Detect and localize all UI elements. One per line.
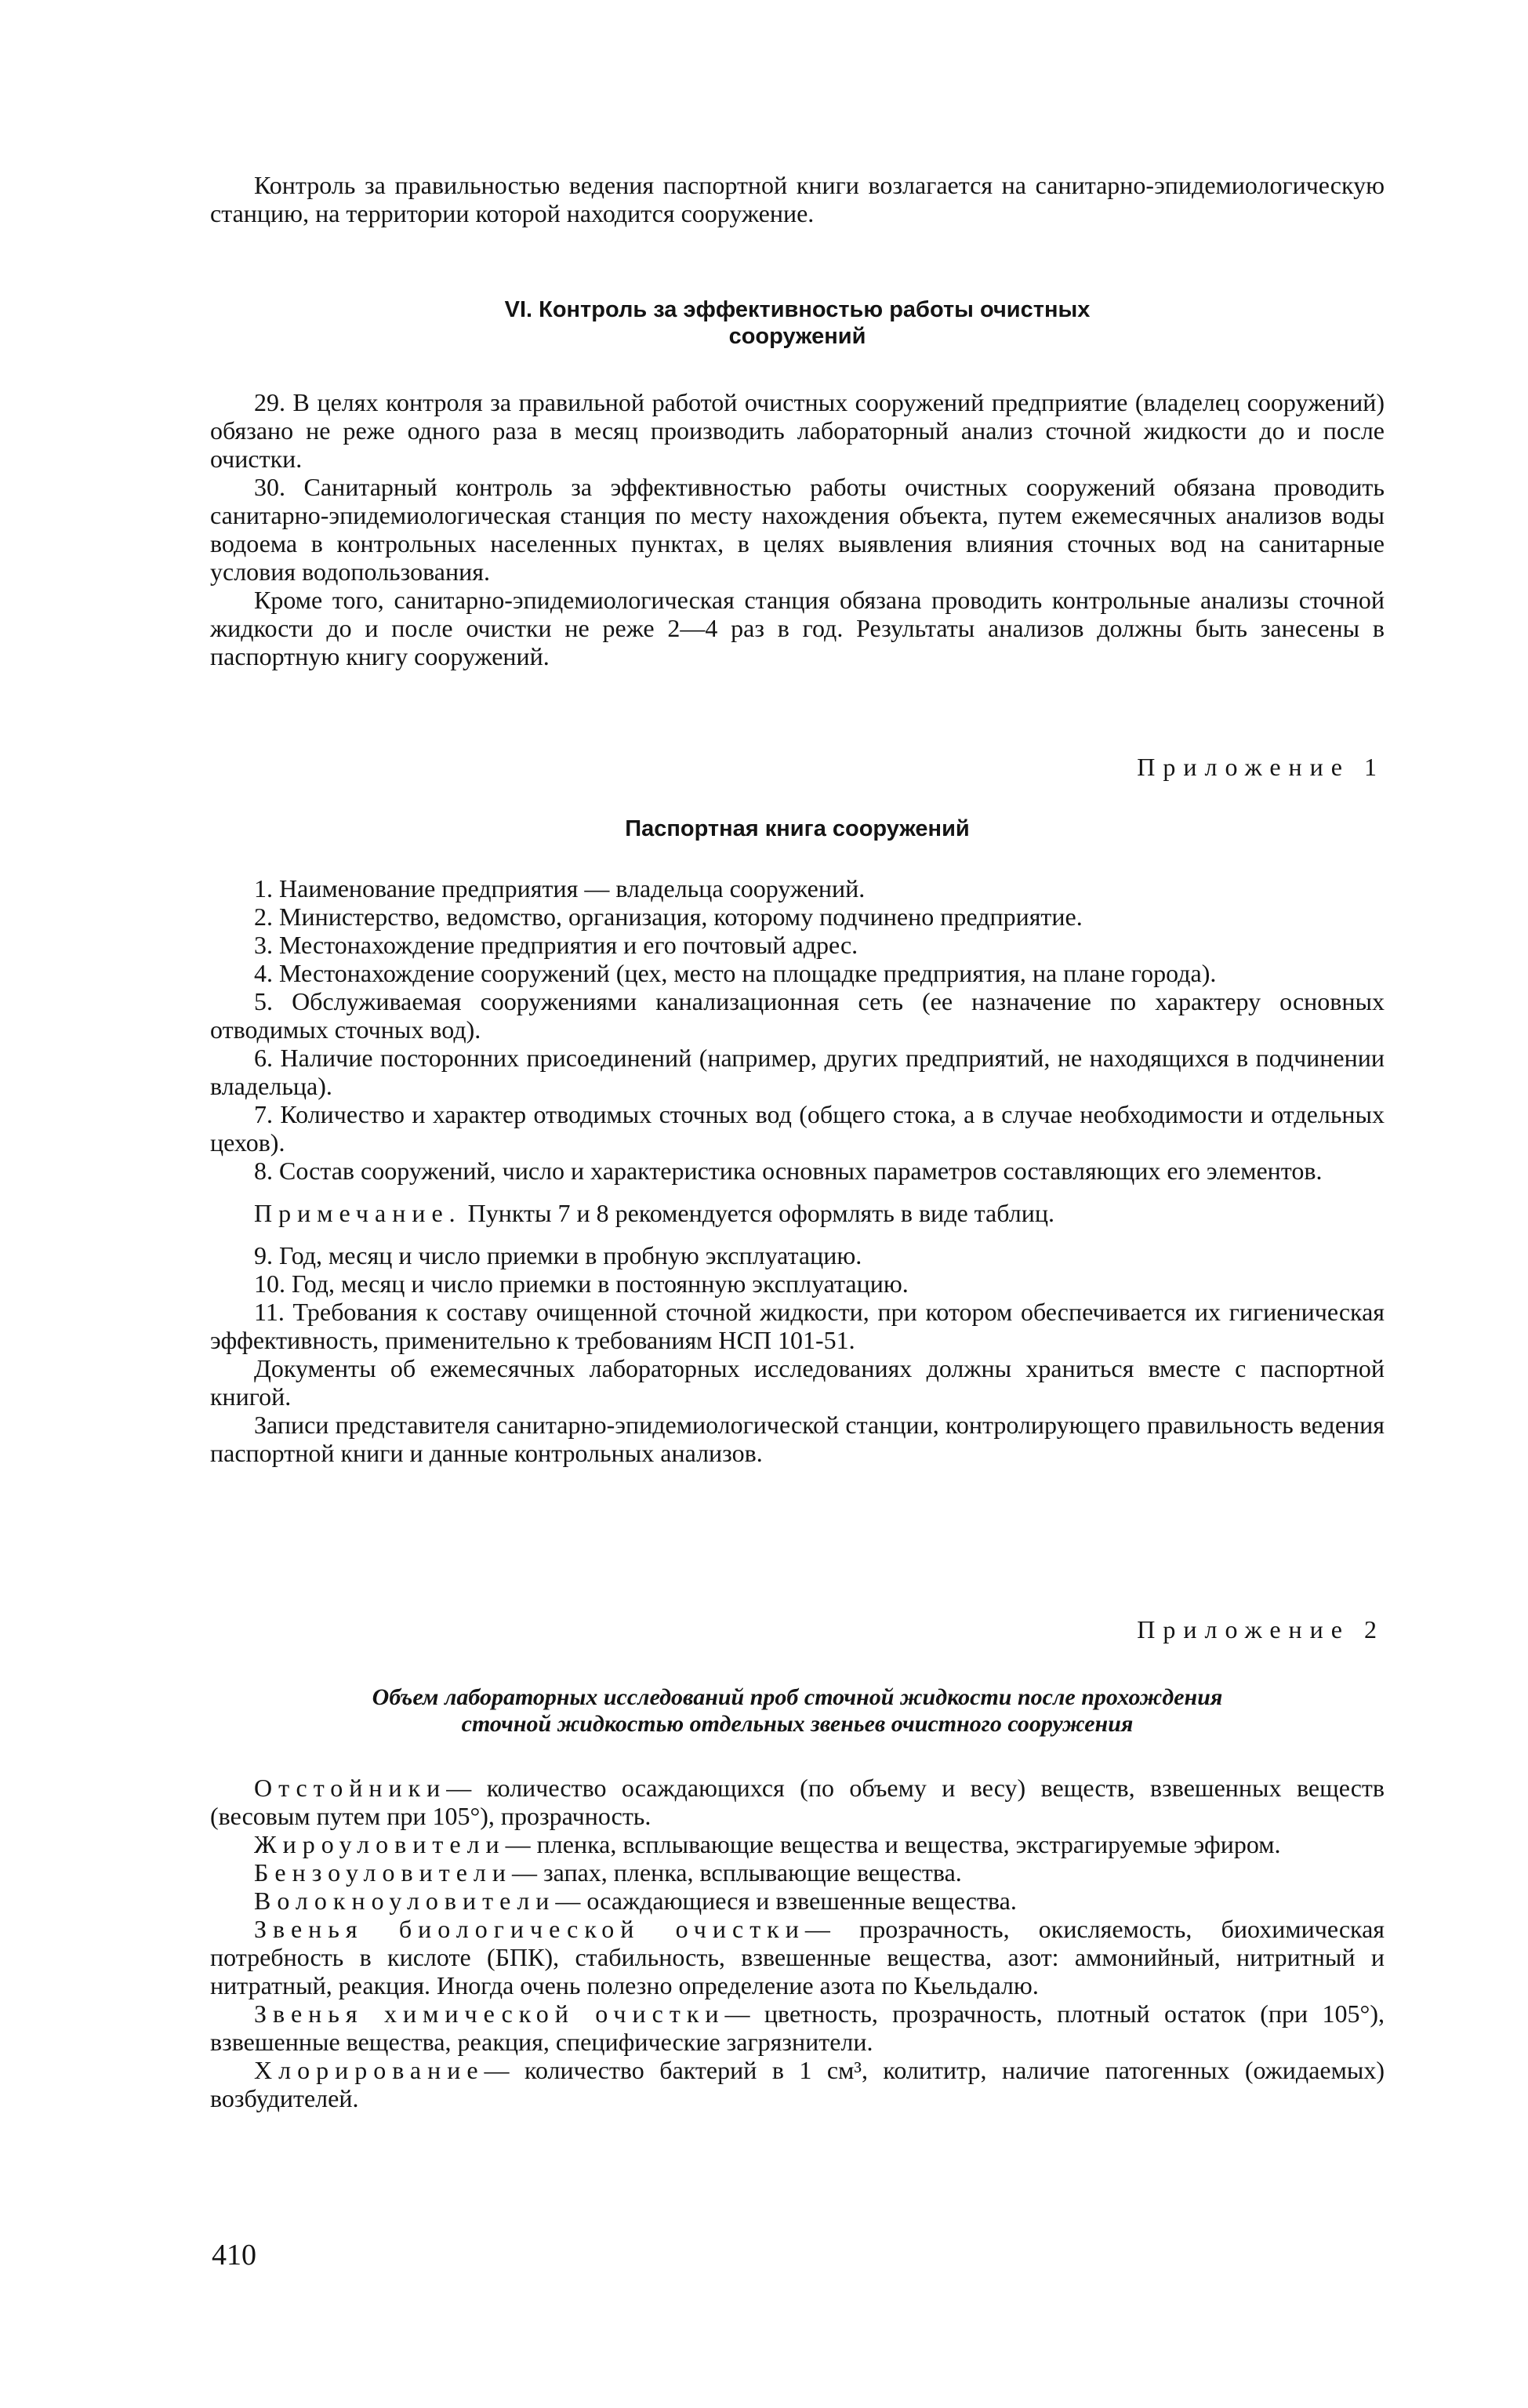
entry-term: Жироуловители xyxy=(254,1830,506,1858)
appendix-1-title: Паспортная книга сооружений xyxy=(625,816,970,841)
lab-entry xyxy=(210,1774,1385,1830)
control-paragraph: Контроль за правильностью ведения паспортной книги возлагается на санитарно-эпидемиологическую станцию, на территории которой находится сооружение. xyxy=(210,171,1385,227)
section-6 xyxy=(210,296,1385,350)
lab-entry xyxy=(210,1999,1385,2056)
section-6-title-2: сооружений xyxy=(728,324,866,349)
entry-text: — цветность, прозрачность, плотный остаток (при 105°), взвешенные вещества, реакция, специфические загрязнители. xyxy=(210,1999,1385,2056)
list-item: 4. Местонахождение сооружений (цех, место на площадке предприятия, на плане города). xyxy=(254,959,1217,987)
note-text: Пункты 7 и 8 рекомендуется оформлять в виде таблиц. xyxy=(467,1199,1054,1227)
entry-term: Хлорирование xyxy=(254,2056,485,2084)
appendix-2-label-block xyxy=(210,1615,1385,1643)
section-6-title-1: VI. Контроль за эффективностью работы очистных xyxy=(504,297,1091,322)
appendix-1-list xyxy=(210,874,1385,1467)
list-item: 5. Обслуживаемая сооружениями канализационная сеть (ее назначение по характеру основных отводимых сточных вод). xyxy=(210,987,1385,1044)
appendix-2-title-2: сточной жидкостью отдельных звеньев очистного сооружения xyxy=(461,1711,1134,1737)
appendix-1-label: Приложение 1 xyxy=(1137,753,1385,781)
appendix-1-title-block xyxy=(210,815,1385,842)
entry-text: — прозрачность, окисляемость, биохимическая потребность в кислоте (БПК), стабильность, взвешенные вещества, азот: аммонийный, нитритный и нитратный, реакция. Иногда очень полезно определение азота по Кьельдалю. xyxy=(210,1915,1385,1999)
documents-paragraph: Документы об ежемесячных лабораторных исследованиях должны храниться вместе с паспортной книгой. xyxy=(210,1354,1385,1411)
list-item: 9. Год, месяц и число приемки в пробную эксплуатацию. xyxy=(254,1241,862,1269)
entry-term: Звенья биологической очистки xyxy=(254,1915,805,1943)
list-item: 1. Наименование предприятия — владельца сооружений. xyxy=(254,874,866,903)
entry-text: — осаждающиеся и взвешенные вещества. xyxy=(555,1887,1017,1915)
entry-term: Бензоуловители xyxy=(254,1858,513,1887)
list-item: 8. Состав сооружений, число и характеристика основных параметров составляющих его элементов. xyxy=(254,1157,1323,1185)
list-item: 6. Наличие посторонних присоединений (например, других предприятий, не находящихся в подчинении владельца). xyxy=(210,1044,1385,1100)
section-6-body xyxy=(210,388,1385,670)
lab-entry xyxy=(210,1830,1385,1858)
appendix-2-title-1: Объем лабораторных исследований проб сточной жидкости после прохождения xyxy=(372,1684,1223,1710)
list-item: 3. Местонахождение предприятия и его почтовый адрес. xyxy=(254,931,858,959)
appendix-2-label: Приложение 2 xyxy=(1137,1615,1385,1643)
list-item: 7. Количество и характер отводимых сточных вод (общего стока, а в случае необходимости и отдельных цехов). xyxy=(210,1100,1385,1157)
lab-entry xyxy=(210,1887,1385,1915)
entry-text: — запах, пленка, всплывающие вещества. xyxy=(512,1858,962,1887)
appendix-2-list xyxy=(210,1774,1385,2112)
list-item: 10. Год, месяц и число приемки в постоянную эксплуатацию. xyxy=(254,1269,909,1298)
note xyxy=(210,1199,1385,1227)
page-number: 410 xyxy=(212,2239,256,2272)
list-item: 2. Министерство, ведомство, организация, которому подчинено предприятие. xyxy=(254,903,1083,931)
appendix-2-title-block xyxy=(210,1684,1385,1738)
note-label: Примечание. xyxy=(254,1199,462,1227)
paragraph-29: 29. В целях контроля за правильной работой очистных сооружений предприятие (владелец сооружений) обязано не реже одного раза в месяц производить лабораторный анализ сточной жидкости до и после очистки. xyxy=(210,388,1385,473)
entry-text: — пленка, всплывающие вещества и вещества, экстрагируемые эфиром. xyxy=(505,1830,1281,1858)
entry-term: Звенья химической очистки xyxy=(254,1999,725,2028)
lab-entry xyxy=(210,1915,1385,1999)
paragraph-additional: Кроме того, санитарно-эпидемиологическая станция обязана проводить контрольные анализы сточной жидкости до и после очистки не реже 2—4 раз в год. Результаты анализов должны быть занесены в паспортную книгу сооружений. xyxy=(210,586,1385,670)
list-item: 11. Требования к составу очищенной сточной жидкости, при котором обеспечивается их гигиеническая эффективность, применительно к требованиям НСП 101-51. xyxy=(210,1298,1385,1354)
entry-text: — количество бактерий в 1 см³, колититр, наличие патогенных (ожидаемых) возбудителей. xyxy=(210,2056,1385,2112)
appendix-1-label-block xyxy=(210,753,1385,781)
entry-text: — количество осаждающихся (по объему и весу) веществ, взвешенных веществ (весовым путем при 105°), прозрачность. xyxy=(210,1774,1385,1830)
intro-block xyxy=(210,171,1385,227)
lab-entry xyxy=(210,1858,1385,1887)
entry-term: Волокноуловители xyxy=(254,1887,556,1915)
entry-term: Отстойники xyxy=(254,1774,447,1802)
records-paragraph: Записи представителя санитарно-эпидемиологической станции, контролирующего правильность ведения паспортной книги и данные контрольных анализов. xyxy=(210,1411,1385,1467)
lab-entry xyxy=(210,2056,1385,2112)
paragraph-30: 30. Санитарный контроль за эффективностью работы очистных сооружений обязана проводить санитарно-эпидемиологическая станция по месту нахождения объекта, путем ежемесячных анализов воды водоема в контрольных населенных пунктах, в целях выявления влияния сточных вод на санитарные условия водопользования. xyxy=(210,473,1385,586)
